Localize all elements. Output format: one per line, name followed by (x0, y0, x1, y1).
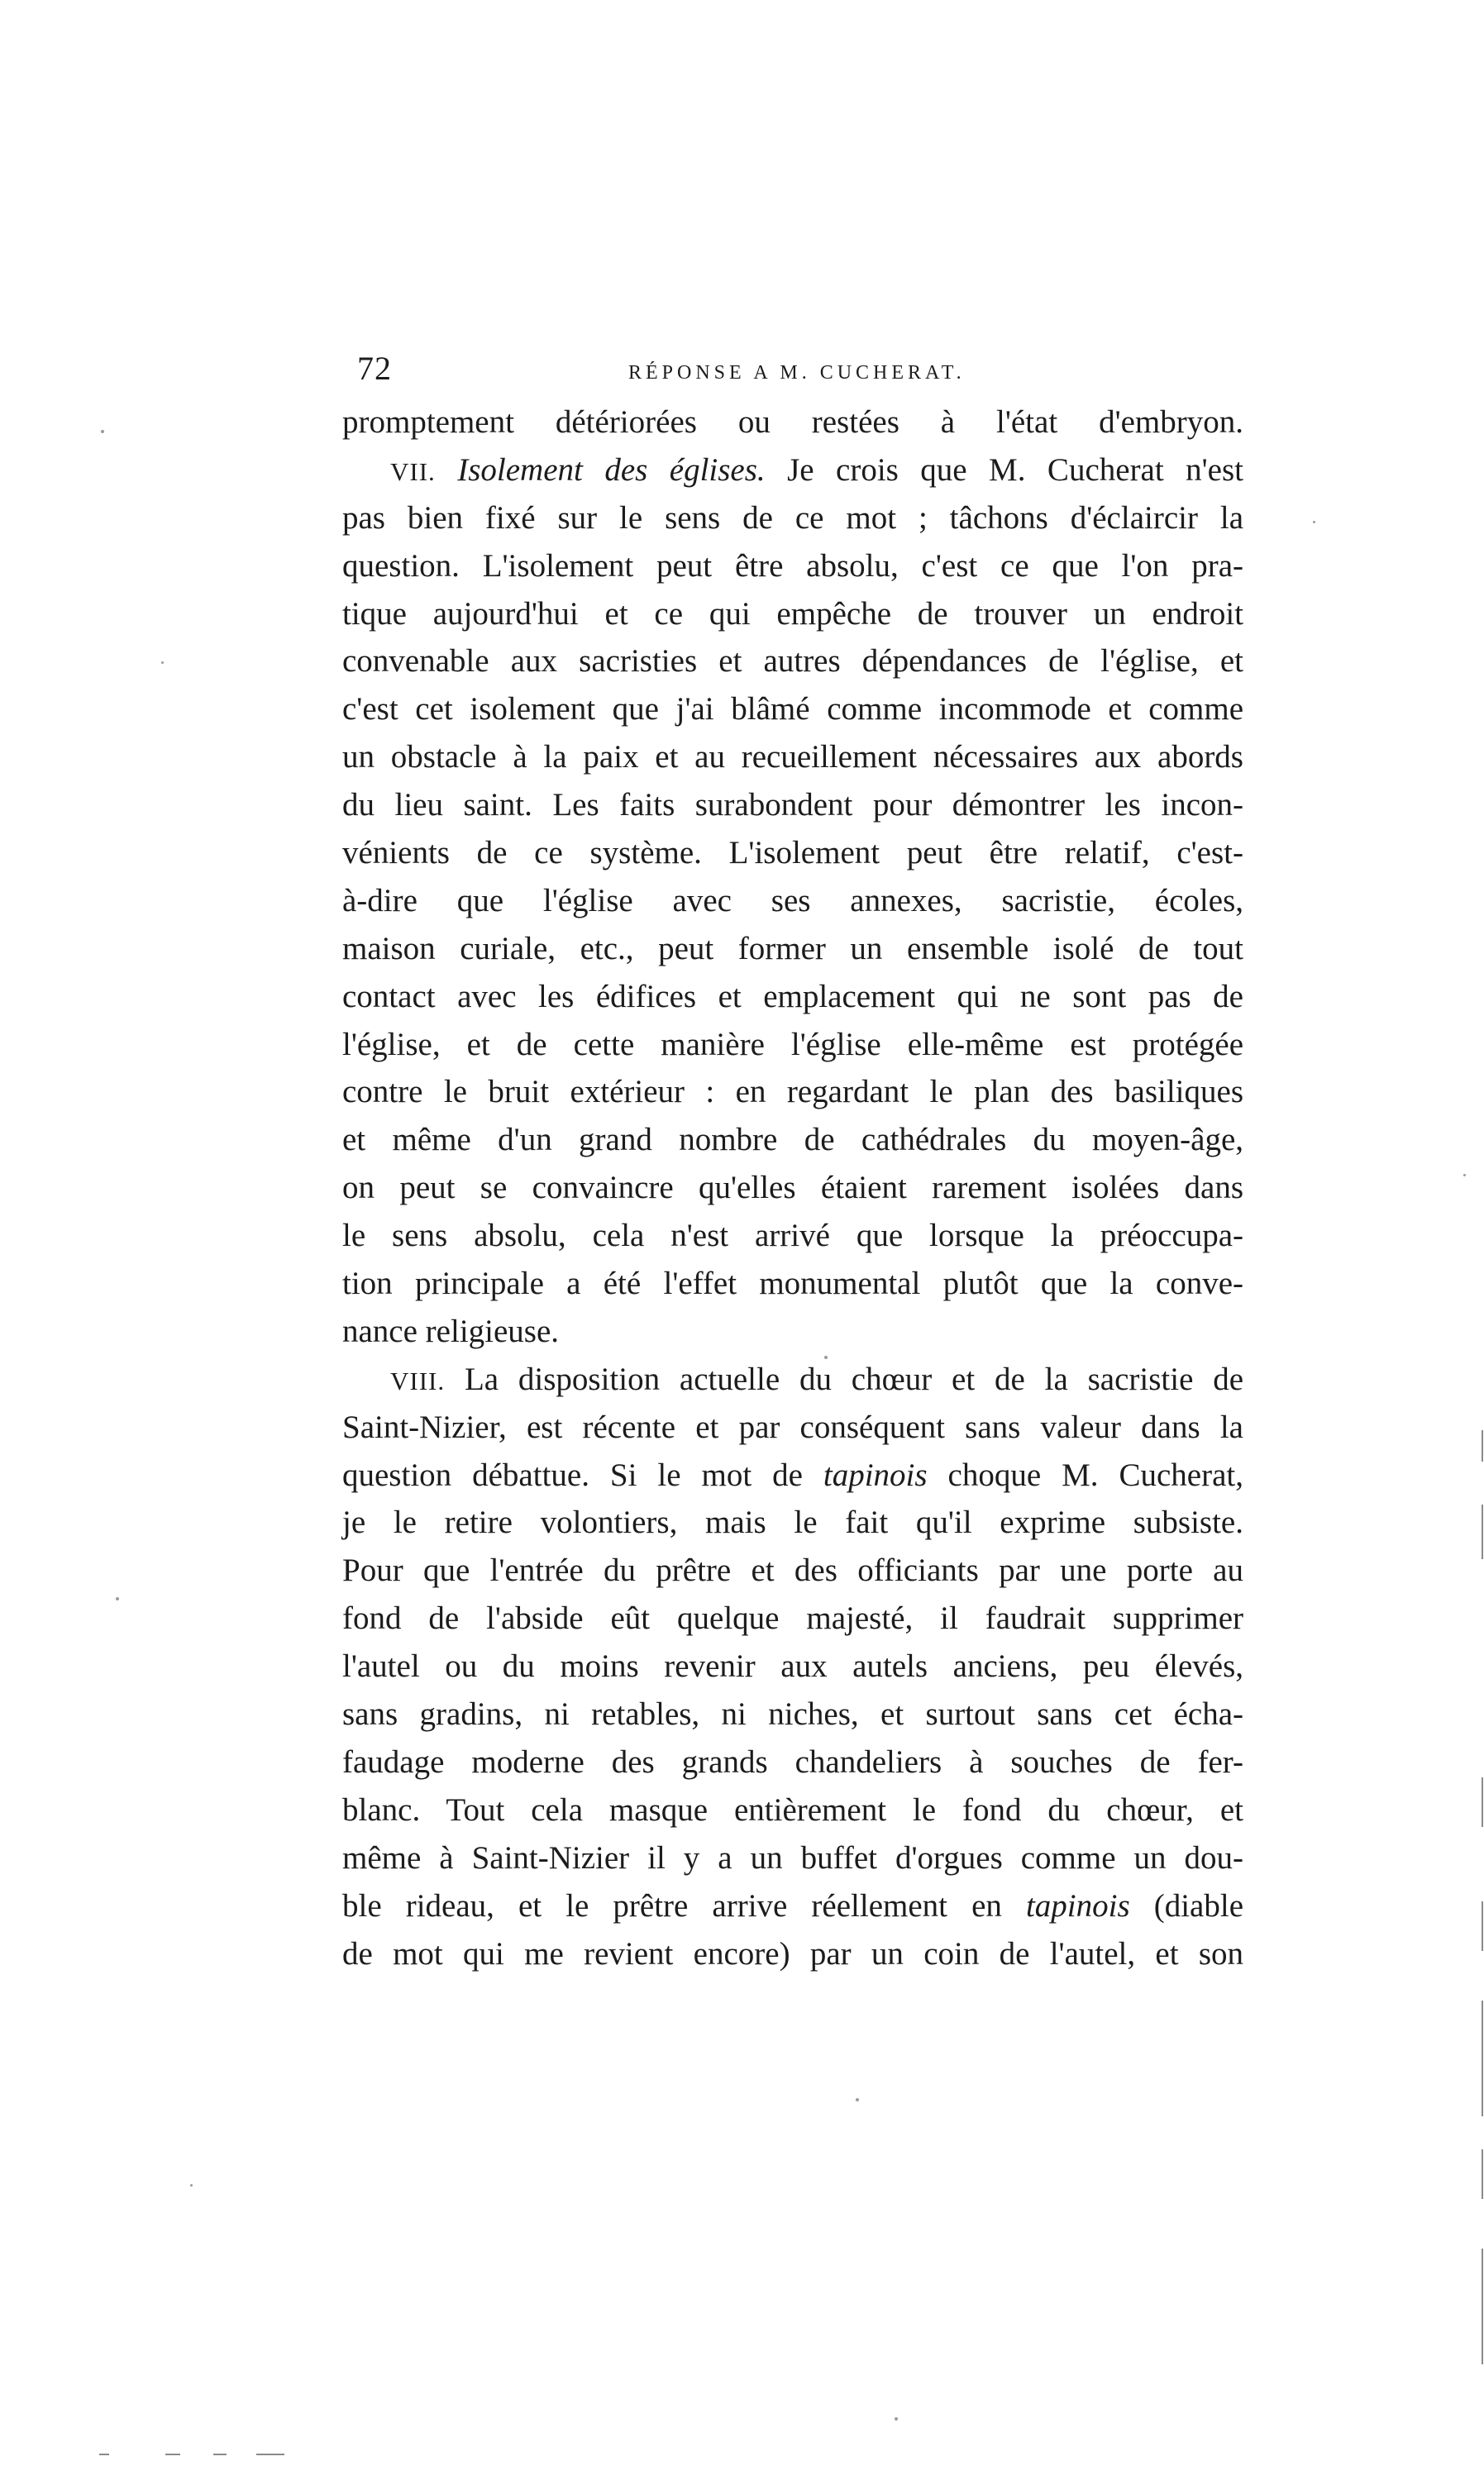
scan-speck (116, 1597, 119, 1600)
scan-speck (824, 1356, 828, 1359)
text-line: on peut se convaincre qu'elles étaient rarement isolées dans (342, 1170, 1243, 1206)
text-line: et même d'un grand nombre de cathédrales du moyen-âge, (342, 1122, 1243, 1158)
text-line: un obstacle à la paix et au recueillement nécessaires aux abords (342, 739, 1243, 775)
text-line: blanc. Tout cela masque entièrement le fond du chœur, et (342, 1791, 1243, 1828)
text-line: du lieu saint. Les faits surabondent pour démontrer les incon- (342, 787, 1243, 823)
running-title: RÉPONSE A M. CUCHERAT. (628, 362, 966, 384)
italic-word: tapinois (823, 1457, 928, 1493)
scan-speck (895, 2417, 898, 2421)
body-text (342, 398, 1243, 1977)
footer-mark (256, 2454, 284, 2455)
margin-mark (1482, 2249, 1483, 2364)
footer-mark (213, 2454, 227, 2455)
margin-mark (1482, 1901, 1483, 1951)
text-line: VII. Isolement des églises. Je crois que M. Cucherat n'est (390, 451, 1243, 488)
text-line: de mot qui me revient encore) par un coin de l'autel, et son (342, 1935, 1243, 1972)
margin-mark (1482, 2149, 1483, 2199)
text-line: promptement détériorées ou restées à l'état d'embryon. (342, 404, 1243, 440)
text-line: ble rideau, et le prêtre arrive réellement en tapinois (diable (342, 1887, 1244, 1924)
text-line: nance religieuse. (342, 1313, 560, 1349)
text-line: le sens absolu, cela n'est arrivé que lorsque la préoccupa- (342, 1218, 1243, 1254)
text-line: l'église, et de cette manière l'église elle-même est protégée (342, 1026, 1243, 1062)
italic-word: tapinois (1025, 1887, 1130, 1924)
text-line: VIII. La disposition actuelle du chœur et de la sacristie de (390, 1361, 1244, 1397)
footer-mark (99, 2454, 109, 2455)
text-line: tique aujourd'hui et ce qui empêche de trouver un endroit (342, 595, 1243, 632)
text-line: Saint-Nizier, est récente et par conséquent sans valeur dans la (342, 1409, 1243, 1445)
page-number: 72 (357, 350, 392, 387)
text-line: tion principale a été l'effet monumental plutôt que la conve- (342, 1266, 1243, 1302)
section-numeral: VII. (390, 456, 436, 486)
text-line: maison curiale, etc., peut former un ensemble isolé de tout (342, 930, 1243, 966)
text-line: fond de l'abside eût quelque majesté, il faudrait supprimer (342, 1600, 1243, 1637)
text-line: vénients de ce système. L'isolement peut être relatif, c'est- (342, 835, 1243, 871)
text-line: question débattue. Si le mot de tapinois choque M. Cucherat, (342, 1457, 1243, 1493)
margin-mark (1482, 2001, 1483, 2116)
margin-mark (1482, 1505, 1483, 1559)
scan-speck (1463, 1174, 1466, 1176)
text-line: c'est cet isolement que j'ai blâmé comme incommode et comme (342, 691, 1243, 727)
text-line: contact avec les édifices et emplacement qui ne sont pas de (342, 978, 1243, 1014)
scan-speck (161, 661, 164, 664)
text-line: l'autel ou du moins revenir aux autels anciens, peu élevés, (342, 1648, 1243, 1685)
section-numeral: VIII. (390, 1366, 446, 1395)
scan-speck (1313, 521, 1315, 523)
text-line: à-dire que l'église avec ses annexes, sacristie, écoles, (342, 882, 1243, 918)
footer-mark (165, 2454, 180, 2455)
margin-mark (1482, 1430, 1483, 1462)
text-line: question. L'isolement peut être absolu, c'est ce que l'on pra- (342, 547, 1243, 584)
text-line: je le retire volontiers, mais le fait qu'il exprime subsiste. (342, 1505, 1243, 1541)
text-line: pas bien fixé sur le sens de ce mot ; tâchons d'éclaircir la (342, 499, 1243, 536)
text-line: contre le bruit extérieur : en regardant le plan des basiliques (342, 1074, 1243, 1110)
text-line: même à Saint-Nizier il y a un buffet d'orgues comme un dou- (342, 1839, 1243, 1876)
text-line: convenable aux sacristies et autres dépendances de l'église, et (342, 643, 1243, 680)
text-line: sans gradins, ni retables, ni niches, et surtout sans cet écha- (342, 1696, 1243, 1733)
scan-speck (856, 2098, 859, 2101)
section-heading: Isolement des églises. (457, 451, 766, 488)
text-line: faudage moderne des grands chandeliers à souches de fer- (342, 1743, 1243, 1780)
scan-speck (101, 430, 104, 433)
scan-speck (190, 2184, 193, 2187)
margin-mark (1482, 1786, 1483, 1827)
text-line: Pour que l'entrée du prêtre et des officiants par une porte au (342, 1553, 1243, 1589)
running-head (357, 346, 1248, 395)
